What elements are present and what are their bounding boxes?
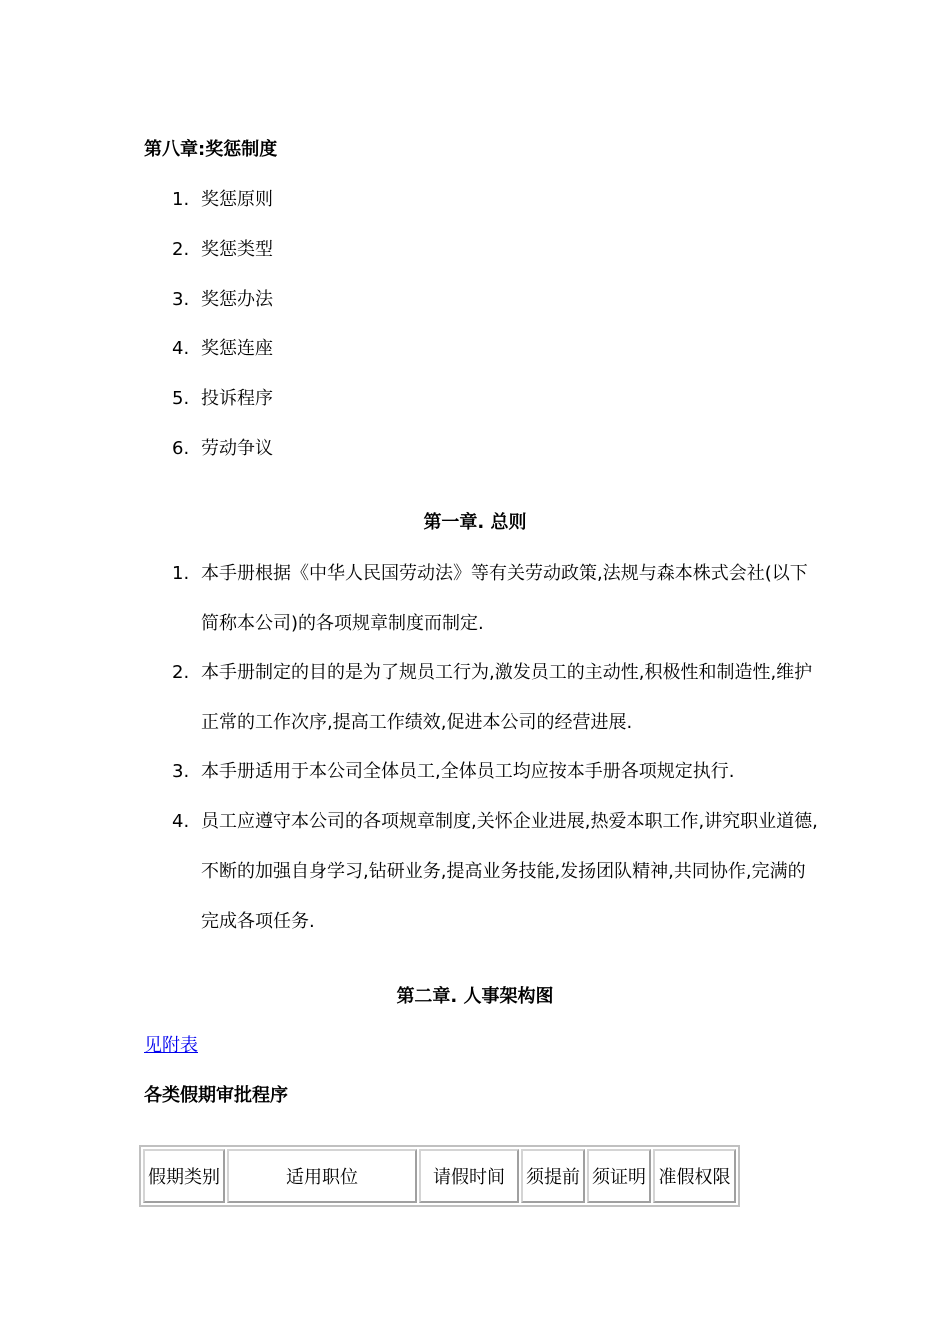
list-item (172, 225, 822, 275)
chapter8-title: 第八章:奖惩制度 (144, 139, 278, 160)
list-item-number: 3. (172, 761, 190, 782)
list-item-number: 2. (172, 662, 190, 683)
list-item-number: 5. (172, 388, 190, 409)
list-item-number: 6. (172, 438, 190, 459)
list-item (172, 648, 822, 748)
list-item (172, 374, 822, 424)
list-item-number: 4. (172, 338, 190, 359)
column-header-leave-time: 请假时间 (419, 1149, 519, 1203)
list-item (172, 747, 822, 797)
list-item-text: 本手册根据《中华人民国劳动法》等有关劳动政策,法规与森本株式会社(以下简称本公司)的各项规章制度而制定. (201, 563, 808, 634)
column-header-approval-authority: 准假权限 (653, 1149, 736, 1203)
list-item-number: 4. (172, 811, 190, 832)
column-header-position: 适用职位 (227, 1149, 417, 1203)
column-header-proof: 须证明 (587, 1149, 651, 1203)
list-item-number: 1. (172, 189, 190, 210)
list-item-text: 奖惩连座 (201, 338, 273, 359)
list-item-text: 奖惩办法 (201, 289, 273, 310)
list-item-text: 奖惩原则 (201, 189, 273, 210)
list-item-number: 1. (172, 563, 190, 584)
chapter2-title: 第二章. 人事架构图 (396, 986, 554, 1007)
list-item-text: 本手册制定的目的是为了规员工行为,激发员工的主动性,积极性和制造性,维护正常的工作次序,提高工作绩效,促进本公司的经营进展. (201, 662, 813, 733)
list-item-number: 3. (172, 289, 190, 310)
list-item-text: 本手册适用于本公司全体员工,全体员工均应按本手册各项规定执行. (201, 761, 735, 782)
list-item (172, 275, 822, 325)
column-header-advance-notice: 须提前 (521, 1149, 585, 1203)
list-item-text: 投诉程序 (201, 388, 273, 409)
leave-approval-title: 各类假期审批程序 (144, 1085, 288, 1106)
appendix-link[interactable]: 见附表 (144, 1035, 198, 1056)
list-item-text: 员工应遵守本公司的各项规章制度,关怀企业进展,热爱本职工作,讲究职业道德,不断的加强自身学习,钻研业务,提高业务技能,发扬团队精神,共同协作,完满的完成各项任务. (201, 811, 818, 932)
list-item (172, 324, 822, 374)
column-header-leave-type: 假期类别 (143, 1149, 225, 1203)
list-item (172, 797, 822, 947)
list-item (172, 549, 822, 649)
list-item (172, 424, 822, 474)
leave-table (139, 1145, 740, 1207)
chapter1-title: 第一章. 总则 (423, 512, 527, 533)
list-item-text: 奖惩类型 (201, 239, 273, 260)
list-item (172, 175, 822, 225)
table-header-row (143, 1149, 736, 1203)
list-item-text: 劳动争议 (201, 438, 273, 459)
list-item-number: 2. (172, 239, 190, 260)
